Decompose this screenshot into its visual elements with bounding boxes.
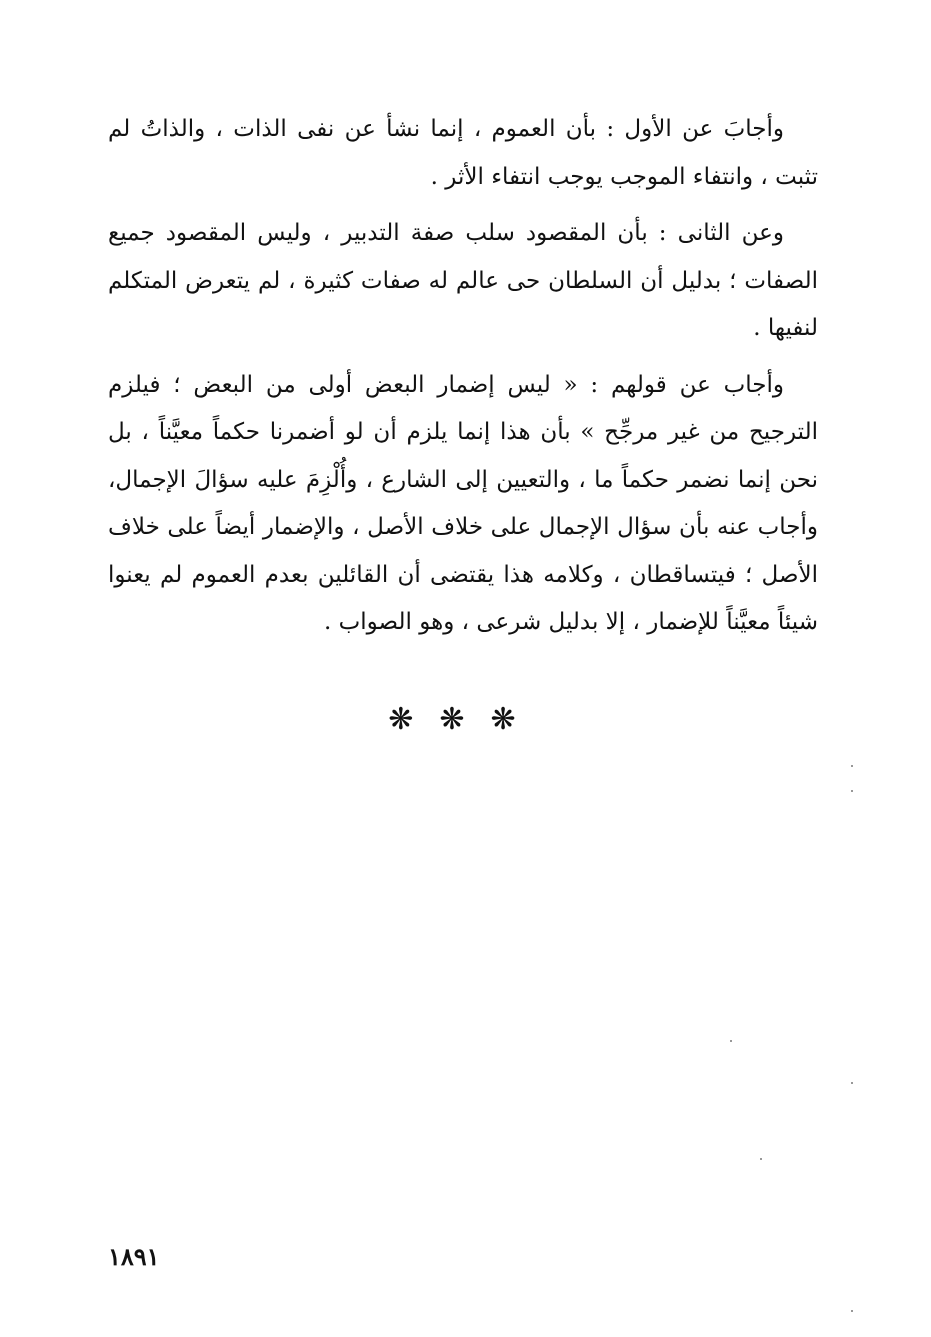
section-separator-asterisks: ❋❋❋: [388, 702, 542, 737]
scan-speck: [851, 1082, 853, 1084]
paragraph-3: وأجاب عن قولهم : « ليس إضمار البعض أولى من البعض ؛ فيلزم الترجيح من غير مرجِّح » بأن هذا إنما يلزم أن لو أضمرنا حكماً معيَّناً ، بل نحن إنما نضمر حكماً ما ، والتعيين إلى الشارع ، وأُلْزِمَ عليه سؤالَ الإجمال، وأجاب عنه بأن سؤال الإجمال على خلاف الأصل ، والإضمار أيضاً على خلاف الأصل ؛ فيتساقطان ، وكلامه هذا يقتضى أن القائلين بعدم العموم لم يعنوا شيئاً معيَّناً للإضمار ، إلا بدليل شرعى ، وهو الصواب .: [108, 371, 818, 635]
paragraph-2: وعن الثانى : بأن المقصود سلب صفة التدبير ، وليس المقصود جميع الصفات ؛ بدليل أن السلطان حى عالم له صفات كثيرة ، لم يتعرض المتكلم لنفيها .: [108, 220, 818, 341]
scan-speck: [851, 1310, 853, 1312]
body-text: [108, 106, 818, 656]
scan-speck: [851, 765, 853, 767]
paragraph-1: وأجابَ عن الأول : بأن العموم ، إنما نشأ عن نفى الذات ، والذاتُ لم تثبت ، وانتفاء الموجب يوجب انتفاء الأثر .: [108, 116, 818, 190]
scan-speck: [760, 1158, 762, 1160]
scan-speck: [730, 1040, 732, 1042]
page-number: ١٨٩١: [108, 1242, 160, 1271]
scan-speck: [851, 790, 853, 792]
